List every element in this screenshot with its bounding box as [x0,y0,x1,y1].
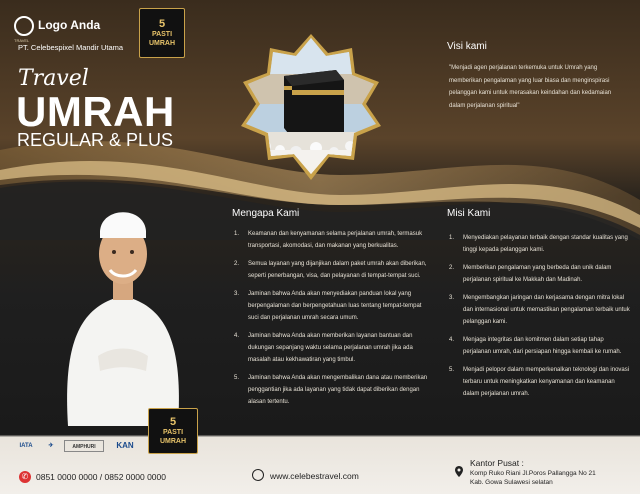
list-item [449,262,631,286]
phone-number: 0851 0000 0000 / 0852 0000 0000 [36,472,166,482]
list-number: 1. [234,231,240,237]
visi-text: "Menjadi agen perjalanan terkemuka untuk Umrah yang memberikan pengalaman yang luar biasa dan menginspirasi pelanggan kami untuk merasakan keindahan dan kedamaian dalam perjalanan spiritual" [449,65,612,109]
phone-icon: ✆ [19,471,31,483]
list-item [234,372,430,408]
amphuri-logo-icon: AMPHURI [64,440,104,452]
logo-text: Logo Anda [38,18,101,32]
list-text: Jaminan bahwa Anda akan mengembalikan dana atau memberikan penggantian jika ada layanan yang tidak dapat diberikan dengan alasan tertentu. [248,375,428,405]
kan-logo-icon: KAN [116,441,134,450]
badge-line: PASTI [162,429,184,436]
list-text: Menyediakan pelayanan terbaik dengan standar kualitas yang tinggi kepada pelanggan kami. [463,235,628,253]
logo-icon [14,16,34,36]
hero-subtitle: REGULAR & PLUS [17,130,174,150]
airline-logo-icon: ✈ [48,443,54,449]
list-number: 4. [449,337,455,343]
office-address-line: Komp Ruko Riani Jl.Poros Pallangga No 21 [470,470,596,477]
location-pin-icon [455,466,463,477]
list-number: 3. [449,295,455,301]
list-text: Semua layanan yang dijanjikan dalam paket umrah akan diberikan, seperti penerbangan, visa, dan pelayanan di tempat-tempat suci. [248,261,427,279]
list-number: 5. [449,367,455,373]
logo-tagline: TRAVEL [14,38,30,43]
hero-travel: Travel [18,66,89,91]
list-item [449,334,631,358]
office-heading: Kantor Pusat : [470,458,524,468]
misi-heading: Misi Kami [447,208,491,219]
list-text: Keamanan dan kenyamanan selama perjalanan umrah, termasuk transportasi, akomodasi, dan makanan yang berkualitas. [248,231,423,249]
partner-logos [14,440,142,454]
list-text: Memberikan pengalaman yang berbeda dan unik dalam perjalanan spiritual ke Makkah dan Madinah. [463,265,612,283]
website-link[interactable]: www.celebestravel.com [270,471,359,481]
mengapa-heading: Mengapa Kami [232,208,300,219]
list-item [234,258,430,282]
list-number: 1. [449,235,455,241]
list-item [234,330,430,366]
visi-heading: Visi kami [447,41,487,52]
list-number: 2. [449,265,455,271]
list-text: Jaminan bahwa Anda akan memberikan layanan bantuan dan dukungan sepanjang waktu selama perjalanan umrah jika ada masalah atau kekhawatiran yang timbul. [248,333,413,363]
misi-list [449,232,631,406]
badge-line: 5 [158,18,166,30]
badge-line: UMRAH [159,438,187,445]
globe-icon [252,469,264,481]
person-photo [58,196,188,426]
list-number: 4. [234,333,240,339]
list-text: Jaminan bahwa Anda akan menyediakan panduan lokal yang berpengalaman dan berpengetahuan luas tentang tempat-tempat suci dan perjalanan umrah secara umum. [248,291,422,321]
list-number: 5. [234,375,240,381]
list-number: 3. [234,291,240,297]
office-address-line: Kab. Gowa Sulawesi selatan [470,479,553,486]
badge-line: UMRAH [148,40,176,47]
list-item [449,232,631,256]
hero-title: UMRAH [16,88,175,135]
badge-line: PASTI [151,31,173,38]
mengapa-list [234,228,430,414]
pasti-umrah-badge-icon [148,408,198,454]
pasti-umrah-badge-icon [139,8,185,58]
kaaba-photo [236,34,386,184]
list-item [449,292,631,328]
company-name: PT. Celebespixel Mandir Utama [18,43,124,52]
list-text: Menjaga integritas dan komitmen dalam setiap tahap perjalanan umrah, dari persiapan hingga kembali ke rumah. [463,337,622,355]
badge-line: 5 [169,416,177,428]
list-text: Menjadi pelopor dalam memperkenalkan teknologi dan inovasi terbaru untuk meningkatkan kenyamanan dan keamanan dalam perjalanan umrah. [463,367,630,397]
list-item [449,364,631,400]
iata-logo-icon: IATA [19,443,33,449]
list-number: 2. [234,261,240,267]
list-item [234,288,430,324]
list-text: Mengembangkan jaringan dan kerjasama dengan mitra lokal dan internasional untuk memastikan pengalaman terbaik untuk pelanggan kami. [463,295,630,325]
list-item [234,228,430,252]
